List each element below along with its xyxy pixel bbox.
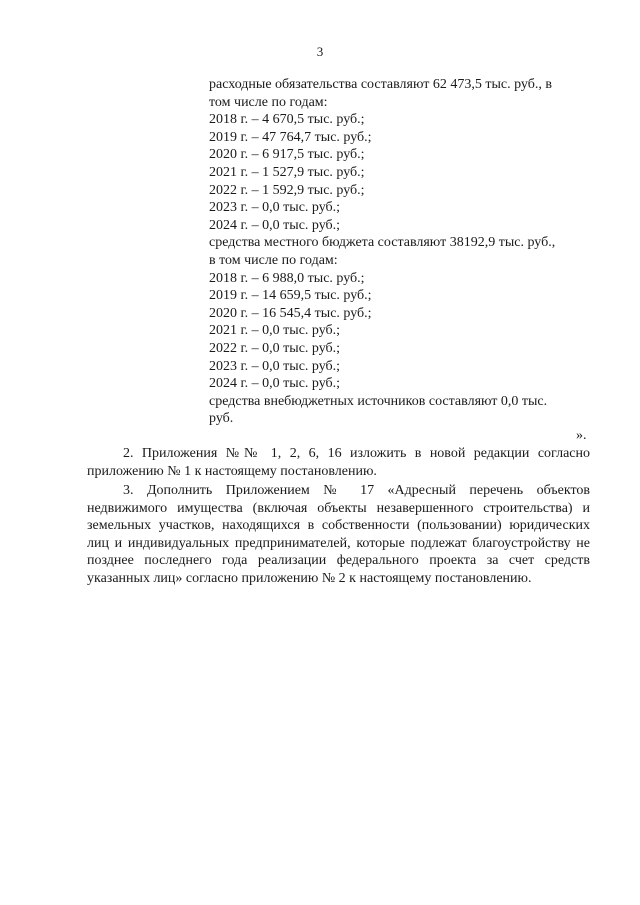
funding-block (209, 76, 599, 428)
local-year-2018: 2018 г. – 6 988,0 тыс. руб.; (209, 270, 365, 286)
paragraph-3: 3. Дополнить Приложением № 17 «Адресный перечень объектов недвижимого имущества (включая объекты незавершенного строительства) и земельных участков, находящихся в собственности (пользовании) юридических лиц и индивидуальных предпринимателей, которые подлежат благоустройству не позднее последнего года реализации федерального проекта за счет средств указанных лиц» согласно приложению № 2 к настоящему постановлению. (87, 483, 590, 586)
regional-year-2020: 2020 г. – 6 917,5 тыс. руб.; (209, 147, 365, 163)
regional-year-2024: 2024 г. – 0,0 тыс. руб.; (209, 217, 341, 233)
local-intro-cont: в том числе по годам: (209, 252, 338, 268)
regional-year-2023: 2023 г. – 0,0 тыс. руб.; (209, 200, 341, 216)
local-year-2019: 2019 г. – 14 659,5 тыс. руб.; (209, 288, 372, 304)
local-year-2020: 2020 г. – 16 545,4 тыс. руб.; (209, 305, 372, 321)
page-number: 3 (316, 44, 324, 59)
paragraph-2: 2. Приложения №№ 1, 2, 6, 16 изложить в новой редакции согласно приложению № 1 к настоящему постановлению. (87, 446, 590, 479)
regional-year-2022: 2022 г. – 1 592,9 тыс. руб.; (209, 182, 365, 198)
regional-intro-cont: том числе по годам: (209, 94, 328, 110)
regional-intro: расходные обязательства составляют 62 473,5 тыс. руб., в (209, 77, 552, 92)
regional-year-2018: 2018 г. – 4 670,5 тыс. руб.; (209, 112, 365, 128)
local-intro: средства местного бюджета составляют 38192,9 тыс. руб., (209, 235, 556, 251)
local-year-2021: 2021 г. – 0,0 тыс. руб.; (209, 323, 341, 339)
local-year-2022: 2022 г. – 0,0 тыс. руб.; (209, 340, 341, 356)
local-year-2023: 2023 г. – 0,0 тыс. руб.; (209, 358, 341, 374)
extra-budget-cont: руб. (209, 411, 234, 427)
extra-budget: средства внебюджетных источников составляют 0,0 тыс. (209, 393, 548, 409)
regional-year-2021: 2021 г. – 1 527,9 тыс. руб.; (209, 164, 365, 180)
regional-year-2019: 2019 г. – 47 764,7 тыс. руб.; (209, 129, 372, 145)
local-year-2024: 2024 г. – 0,0 тыс. руб.; (209, 376, 341, 392)
closing-quote: ». (576, 428, 587, 443)
